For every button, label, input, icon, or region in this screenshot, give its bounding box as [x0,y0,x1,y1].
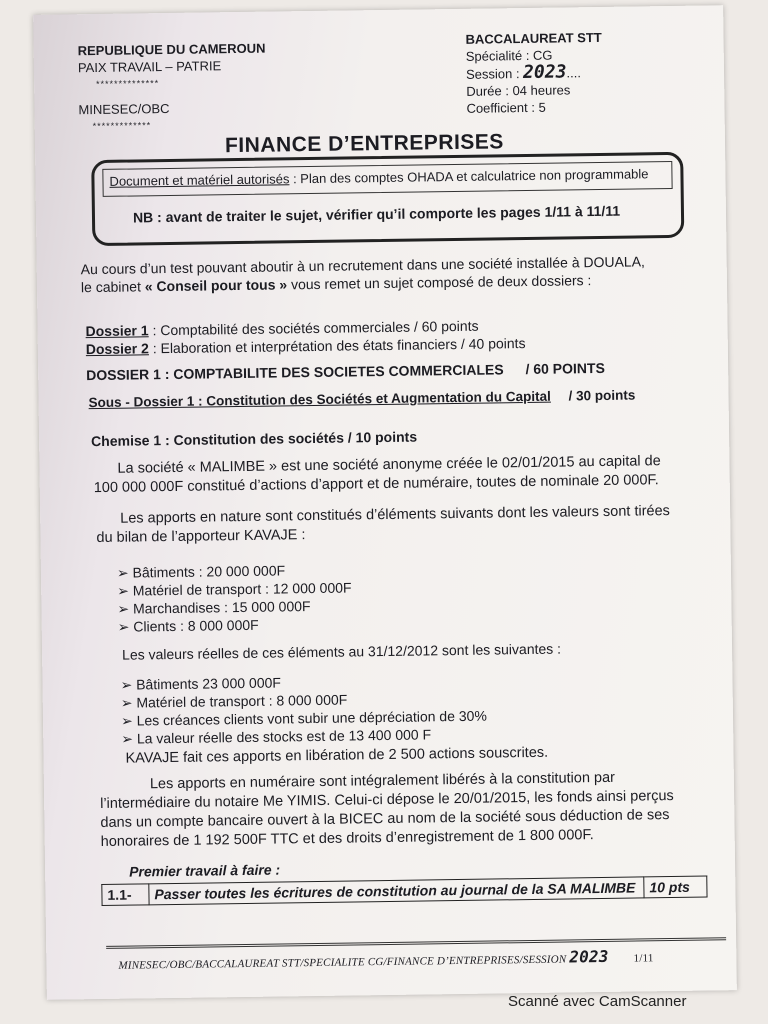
paragraph-apports-numeraire: Les apports en numéraire sont intégralement libérés à la constitution par l’intermédiaire du notaire Me YIMIS. Celui-ci dépose le 20/01/2015, les fonds ainsi perçus dans un compte bancaire ouvert à la BICEC au nom de la société sous déduction de ses honoraires de 1 192 500F TTC et des droits d’enregistrement de 1 800 000F. [100,769,674,851]
arrow-icon: ➢ [117,600,134,617]
intro: Au cours d’un test pouvant aboutir à un recrutement dans une société installée à DOUALA, le cabinet « Conseil pour tous » vous remet un sujet composé de deux dossiers : [81,252,691,297]
travail-text: Passer toutes les écritures de constitution au journal de la SA MALIMBE [149,877,644,905]
travail-points: 10 pts [644,876,707,898]
page-title: FINANCE D’ENTREPRISES [224,130,505,158]
doc-text: : Plan des comptes OHADA et calculatrice non programmable [289,166,649,187]
doc-label: Document et matériel autorisés [109,171,290,189]
arrow-icon: ➢ [117,618,134,635]
duree: Durée : 04 heures [466,82,571,99]
apports-list [117,560,352,635]
list-item: ➢ Bâtiments 23 000 000F [120,674,282,693]
separator-stars: ************* [92,120,152,132]
dossier-item: Dossier 2 : Elaboration et interprétation des états financiers / 40 points [85,335,526,358]
paragraph-malimbe: La société « MALIMBE » est une société anonyme créée le 02/01/2015 au capital de 100 000 000F constitué d’actions d’apport et de numéraire, toutes de nominale 20 000F. [93,453,661,497]
list-item: ➢ Clients : 8 000 000F [117,616,259,635]
header-right [465,29,602,117]
travail-title: Premier travail à faire : [129,861,281,880]
list-item: ➢ Marchandises : 15 000 000F [117,598,311,617]
session-year-handwritten: 2023 [522,61,567,84]
session: Session : 2023.... [465,61,582,84]
kavaje-text: KAVAJE fait ces apports en libération de 2 500 actions souscrites. [125,744,549,767]
arrow-icon: ➢ [116,564,133,581]
motto: PAIX TRAVAIL – PATRIE [77,58,222,76]
exam-page [33,5,737,1000]
separator-stars: ************** [96,78,160,89]
exam-name: BACCALAUREAT STT [465,29,602,47]
travail-number: 1.1- [102,884,149,906]
sous-dossier-title: Sous - Dossier 1 : Constitution des Sociétés et Augmentation du Capital / 30 points [88,387,636,411]
arrow-icon: ➢ [120,694,137,711]
instructions-box [91,152,684,246]
arrow-icon: ➢ [121,730,138,747]
table-row [102,876,707,905]
list-item: ➢ Bâtiments : 20 000 000F [116,562,286,581]
arrow-icon: ➢ [117,582,133,599]
valeurs-intro: Les valeurs réelles de ces éléments au 31/12/2012 sont les suivantes : [121,640,562,663]
dossier-item: Dossier 1 : Comptabilité des sociétés commerciales / 60 points [85,317,479,340]
camscanner-watermark: Scanné avec CamScanner [508,993,687,1010]
documents-authorized [102,161,672,197]
nb-notice: NB : avant de traiter le sujet, vérifier qu’il comporte les pages 1/11 à 11/11 [132,202,621,226]
arrow-icon: ➢ [120,676,137,693]
page-footer: MINESEC/OBC/BACCALAUREAT STT/SPECIALITE CG/FINANCE D’ENTREPRISES/SESSION 2023 1/11 [118,946,654,972]
coefficient: Coefficient : 5 [466,99,546,116]
cabinet-name: « Conseil pour tous » [144,276,288,295]
dossiers-list [85,316,525,358]
list-item: ➢ Les créances clients vont subir une dépréciation de 30% [120,707,487,729]
session-label: Session : [465,66,524,82]
intro-line1: Au cours d’un test pouvant aboutir à un recrutement dans une société installée à DOUALA, [80,253,645,278]
arrow-icon: ➢ [120,712,137,729]
page-number: 1/11 [633,952,654,965]
ministry-label: MINESEC/OBC [78,100,170,118]
list-item: ➢ Matériel de transport : 8 000 000F [120,691,348,711]
dossier1-title: DOSSIER 1 : COMPTABILITE DES SOCIETES COMMERCIALES / 60 POINTS [86,359,605,384]
paragraph-apports-nature: Les apports en nature sont constitués d’éléments suivants dont les valeurs sont tirées du bilan de l’apporteur KAVAJE : [96,503,670,547]
valeurs-list [120,671,487,748]
travail-table [101,876,707,906]
header-left [78,40,267,136]
specialite: Spécialité : CG [465,47,553,64]
footer-year-handwritten: 2023 [569,946,609,967]
republic-label: REPUBLIQUE DU CAMEROUN [77,40,266,59]
chemise-title: Chemise 1 : Constitution des sociétés / 10 points [91,428,418,450]
list-item: ➢ Matériel de transport : 12 000 000F [117,579,352,599]
list-item: ➢ La valeur réelle des stocks est de 13 400 000 F [121,726,432,747]
